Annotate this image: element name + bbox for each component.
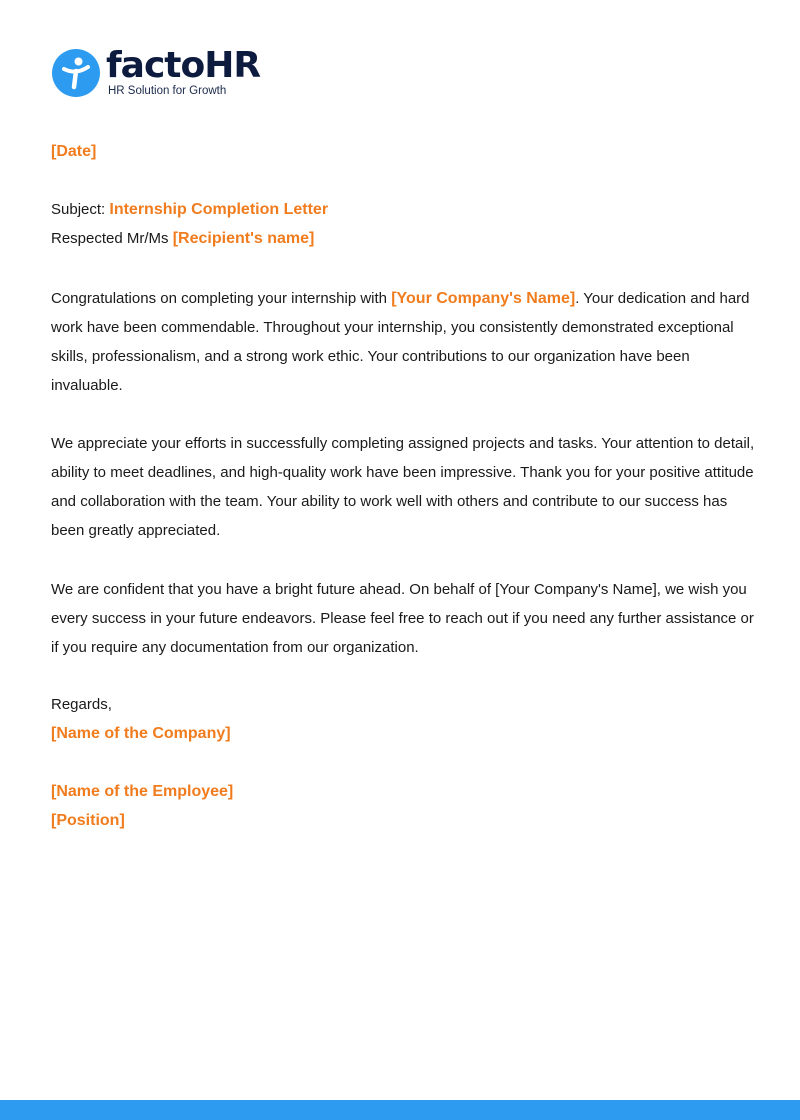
footer-bar	[0, 1100, 800, 1120]
logo-tagline: HR Solution for Growth	[108, 85, 227, 97]
salutation-line	[51, 229, 314, 249]
letter-date: [Date]	[51, 143, 97, 160]
body-paragraph-1	[51, 284, 763, 400]
subject-label: Subject:	[51, 201, 106, 218]
body-paragraph-2: We appreciate your efforts in successfully completing assigned projects and tasks. Your attention to detail, ability to meet deadlines, and high-quality work have been impressive. Thank you for your positive attitude and collaboration with the team. Your ability to work well with others and contribute to our success has been greatly appreciated.	[51, 435, 755, 539]
signature-company: [Name of the Company]	[51, 725, 231, 742]
body-paragraph-3: We are confident that you have a bright future ahead. On behalf of [Your Company's Name], we wish you every success in your future endeavors. Please feel free to reach out if you need any further assistance or if you require any documentation from our organization.	[51, 581, 754, 656]
salutation-label: Respected Mr/Ms	[51, 230, 169, 247]
closing-regards: Regards,	[51, 696, 112, 713]
subject-line	[51, 200, 328, 220]
company-name-placeholder: [Your Company's Name]	[391, 290, 576, 307]
paragraph-1-rest: . Your dedication and hard work have been commendable. Throughout your internship, you consistently demonstrated exceptional skills, professionalism, and a strong work ethic. Your contributions to our organization have been invaluable.	[51, 290, 750, 394]
logo-brand-name: factoHR	[106, 45, 261, 86]
recipient-name: [Recipient's name]	[172, 230, 315, 247]
company-logo	[52, 45, 261, 98]
logo-text	[106, 45, 261, 98]
paragraph-1-intro: Congratulations on completing your internship with	[51, 290, 392, 307]
subject-value: Internship Completion Letter	[109, 201, 329, 218]
signature-employee: [Name of the Employee]	[51, 783, 234, 800]
person-figure-icon	[52, 49, 100, 97]
signature-position: [Position]	[51, 812, 125, 829]
